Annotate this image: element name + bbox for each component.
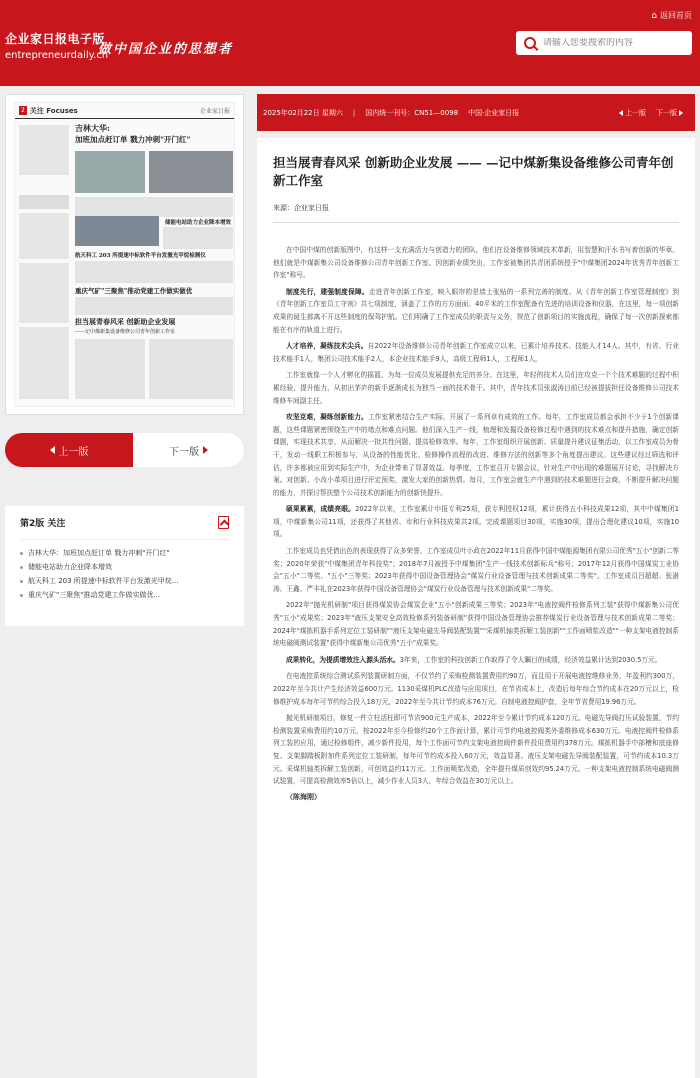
- paragraph-text: 走进青年创新工作室，映入眼帘的是墙上张贴的一系列完善的制度。从《青年创新工作室管理制度》到《青年创新工作室员工守则》共七项制度，涵盖了工作的方方面面。40平米的工作室配备有先进的培训设备和仪器，在这里，每一项创新成果的诞生都离不开这些制度的保驾护航。它们明确了工作室成员的职责与义务，规范了创新项目的实施流程，确保了每一次创新探索都能在有序的轨道上进行。: [273, 287, 679, 334]
- infobar-next-label: 下一版: [656, 108, 677, 117]
- article-author: （陈海刚）: [286, 792, 321, 801]
- search-box[interactable]: [516, 31, 692, 55]
- paragraph-text: 工作室成员也凭借出色的表现获得了众多荣誉。工作室成员叶小政在2022年11月获得中国中煤能源集团有限公司优秀"五小"创新二等奖；2020年荣获"中煤集团青年科技奖"；2018年7月被授予中煤集团"生产一线技术创新标兵"称号；2017年12月获得中国煤炭工业协会"五小"二等奖、"五小"三等奖；2023年获得中国设备管理协会"煤炭行业设备管理与技术创新成果二等奖"。工作室成员吕超超、张澍涛、王鑫、严丰礼在2023年获得中国设备管理协会"煤炭行业设备管理与技术创新成果"二等奖。: [273, 547, 679, 593]
- search-icon[interactable]: [524, 37, 536, 49]
- thumb-headline: 重庆气矿"三聚焦"推动党建工作做实做优: [75, 287, 193, 295]
- thumb-text-block: [75, 297, 233, 315]
- paper-name: 中国·企业家日报: [468, 108, 520, 117]
- pdf-download-icon[interactable]: [218, 516, 229, 529]
- thumb-text-block: [19, 125, 69, 175]
- thumb-paper-name: 企业家日报: [199, 108, 230, 115]
- article-paragraph: [273, 340, 679, 365]
- search-input[interactable]: [543, 38, 683, 48]
- arrow-right-icon: [679, 110, 683, 116]
- article-paragraph: [273, 599, 679, 649]
- page-toc: [5, 506, 244, 626]
- paragraph-text: 抛光机研制项目，修复一件立柱活柱即可节省900元生产成本，2022年至今累计节约成本120万元。电磁先导阀打压试验装置，节约检测装置采购费用约10万元，按2022年至今检修约20个工作面计算，累计可节约电液控阀类外委维修成本630万元。电液控阀件检修系列工装的应用，通过检修组件，减少新件投用，每个工作面可节约支架电液控阀件新件投用费用约378万元。煤拣机器手中部槽和底座修复、支架脚踏板附加件系列定位工装研制，每年可节约成本投入60万元，效益显著。液压支架电磁先导阀装配装置，可节约成本10.3万元。采煤机轴类拆解工装创新，可创效益约11万元。工作面喷浆改造，全年提升煤质创效约95.24万元。一种支架电液控制系统电磁阀测试装置，可提高检测效率5倍以上，减少作业人员3人，年综合效益在30万元以上。: [273, 714, 679, 786]
- article-panel: [257, 138, 695, 1078]
- divider: |: [352, 108, 356, 117]
- paragraph-text: 2022年以来，工作室累计申报专利25项，获专利授权12项，累计获得五小科技成果12项，其中中煤集团1项，中煤新集公司11项，还获得了其他省、市和行业科技成果共2项。完成课题项目30项，实施30项，提出合理化建议10项，实施10项。: [273, 505, 679, 539]
- thumb-headline: 担当展青春风采 创新助企业发展: [75, 317, 176, 326]
- thumb-headline: 吉林大华:: [75, 123, 110, 133]
- article-paragraph: [273, 654, 679, 667]
- newspaper-page-image[interactable]: [14, 102, 235, 407]
- thumb-photo: [75, 151, 145, 193]
- logo-en: entrepreneurdaily.cn: [5, 50, 109, 61]
- article-paragraph: [273, 670, 679, 708]
- toc-item[interactable]: 储能电站助力企业降本增效: [20, 560, 229, 574]
- paragraph-text: 在中国中煤的创新版图中，有这样一支充满活力与创造力的团队，他们在设备维修领域技术革新，用智慧和汗水书写着创新的华章。他们就是中煤新集公司设备维修公司青年创新工作室。因创新业绩突出，工作室被集团共青团系统授予"中煤集团2024年优秀青年创新工作室"称号。: [273, 246, 679, 280]
- article-paragraph: [273, 369, 679, 407]
- article-paragraph: [273, 712, 679, 788]
- toc-item[interactable]: 重庆气矿"三聚焦"推动党建工作做实做优...: [20, 588, 229, 602]
- thumb-headline: 储能电站助力企业降本增效: [165, 220, 232, 226]
- arrow-right-icon: [203, 446, 208, 454]
- thumb-photo: [149, 151, 233, 193]
- logo-cn: 企业家日报电子版: [5, 32, 106, 46]
- article-paragraph: [273, 286, 679, 336]
- paragraph-lead: 攻坚克难，凝练创新能力。: [286, 413, 368, 422]
- site-header: [0, 0, 700, 86]
- thumb-text-block: [75, 197, 233, 217]
- next-page-label: 下一版: [169, 446, 199, 458]
- prev-page-label: 上一版: [58, 446, 89, 458]
- thumb-section-label: 关注 Focuses: [29, 106, 78, 115]
- thumb-photo: [75, 216, 159, 246]
- paragraph-text: 2022年"抛光机研制"项目获得煤炭协会煤炭企业"五小"创新成果三等奖；2023年"电液控阀件检修系列工装"获得中煤新集公司优秀"五小"成果奖；2023年"液压支架安全高效检修系列装备研制"获得中国设备管理协会推荐煤炭行业设备管理与技术创新成果二等奖；2024年"煤拣机器手系列定位工装研制""液压支架电磁先导阀装配装置""采煤机轴类拆解工装创新""工作面喷浆改造""一种支架电液控制系统电磁阀测试装置"获得中煤新集公司优秀"五小"成果奖。: [273, 601, 679, 648]
- toc-header: [20, 516, 229, 540]
- page-nav: [5, 433, 244, 467]
- home-link[interactable]: [651, 10, 692, 21]
- article-source: 来源：企业家日报: [273, 203, 679, 223]
- thumb-text-block: [75, 261, 233, 283]
- thumb-headline: 加班加点赶订单 戮力冲刺"开门红": [75, 135, 191, 144]
- thumb-section-badge: 2: [21, 107, 25, 114]
- article-paragraph: [273, 503, 679, 541]
- article-title: 担当展青春风采 创新助企业发展 —— —记中煤新集设备维修公司青年创新工作室: [273, 155, 674, 188]
- prev-page-button[interactable]: [5, 433, 133, 467]
- infobar-pager: [619, 108, 695, 118]
- thumb-text-block: [163, 227, 233, 249]
- next-page-button[interactable]: [133, 433, 244, 467]
- infobar-prev-label: 上一版: [625, 108, 646, 117]
- paragraph-lead: 成果转化，为提质增效注入源头活水。: [286, 655, 400, 664]
- toc-title: 第2版 关注: [20, 519, 66, 529]
- issn-number: 国内统一刊号：CN51—0098: [365, 108, 459, 117]
- toc-item[interactable]: 吉林大华：加班加点赶订单 戮力冲刺"开门红": [20, 546, 229, 560]
- arrow-left-icon: [50, 446, 55, 454]
- paragraph-text: 自2022年设备维修公司青年创新工作室成立以来，已累计培养技术、技能人才14人。其中，有省、行业技术能手1人，集团公司技术能手2人，本企业技术能手9人，高级工程师1人，工程师1人。: [273, 342, 680, 363]
- paragraph-lead: 制度先行，建强制度保障。: [286, 287, 369, 296]
- issue-date: 2025年02月22日 星期六: [263, 108, 343, 117]
- arrow-left-icon: [619, 110, 623, 116]
- toc-item[interactable]: 航天科工 203 所提速中标软件平台发激光甲烷...: [20, 574, 229, 588]
- thumb-subheadline: ——记中煤新集设备维修公司青年创新工作室: [75, 329, 176, 335]
- article-body: [273, 244, 679, 788]
- site-logo[interactable]: [5, 30, 108, 61]
- thumb-headline: 航天科工 203 所提速中标软件平台发激光甲烷检测仪: [75, 253, 206, 259]
- issue-info-bar: [257, 94, 695, 131]
- article-paragraph: [273, 545, 679, 595]
- home-icon: ⌂: [651, 10, 657, 21]
- article-paragraph: [273, 244, 679, 282]
- paragraph-text: 工作室紧密结合生产实际，开展了一系列卓有成效的工作。每年，工作室成员都会承担不少于1个创新课题，这些课题紧密围绕生产中的堵点和难点问题。他们深入生产一线，梳理和发掘设备检修过程中遇到的技术难点和提升措施，确定创新课题，实现技术共享，从而解决一批共性问题，提高检修效率。每年，工作室组织开展创新、质量提升建议征集活动，以工作室成员为骨干，发动一线职工积极参与，从设备的性能优化、检修操作流程的改进、维修方法的创新等多个角度提出建议。这些建议经过筛选和评估，许多都被应用到实际生产中，为企业带来了显著效益。每季度，工作室召开专题会议，针对生产中出现的难题展开讨论，寻找解决方案。对创新、小改小革项目进行评定预奖，激发大家的创新热情。每月，工作室会就生产中遇到的技术难题进行会商，不断提升解决问题的能力，并探讨帮扶整个公司技术创新能力的创新快提升。: [273, 413, 679, 497]
- toc-list: [20, 546, 229, 602]
- infobar-prev-button[interactable]: [619, 108, 646, 118]
- site-slogan: 做中国企业的思想者: [98, 42, 234, 57]
- thumb-text-block: [149, 339, 233, 399]
- paragraph-lead: 硕果累累，成绩亮眼。: [286, 505, 356, 514]
- paragraph-text: 在电液控系统综合测试系列装置研制方面，不仅节约了采购检测装置费用约90万，而且用于开展电液控维修业务，年盈利约300万，2022年至今共计产生经济效益600万元。1130采煤机PLC改造与应用项目，在节省成本上，改造后每年综合节约成本在20万元以上，检修维护成本每年可节约综合投入18万元，2022年至今共计节约成本76万元。自制电液控阀护套，全年节省费用19.96万元。: [273, 672, 679, 706]
- thumb-text-block: [75, 339, 145, 399]
- thumb-text-block: [19, 213, 69, 259]
- thumb-text-block: [19, 327, 69, 399]
- paragraph-text: 3年来，工作室的科技创新工作取得了令人瞩目的成绩，经济效益累计达到2030.5万元。: [399, 655, 662, 664]
- article-paragraph: [273, 411, 679, 499]
- thumb-masthead: [15, 103, 234, 119]
- thumb-text-block: [19, 195, 69, 209]
- home-link-label: 返回首页: [660, 11, 692, 20]
- paragraph-text: 工作室就像一个人才孵化的摇篮，为每一位成员发展提供充足的养分。在这里，年轻的技术人员们在攻克一个个技术难题的过程中积累经验，提升能力，从初出茅庐的新手逐渐成长为独当一面的技术骨干。其中，青年技术员张淑涛目前已经被提拔担任设备维修公司技术维修车间副主任。: [273, 371, 679, 405]
- infobar-next-button[interactable]: [656, 108, 683, 118]
- paragraph-lead: 人才培养，凝练技术尖兵。: [286, 342, 368, 351]
- thumb-text-block: [19, 263, 69, 323]
- page-thumbnail[interactable]: [5, 94, 244, 415]
